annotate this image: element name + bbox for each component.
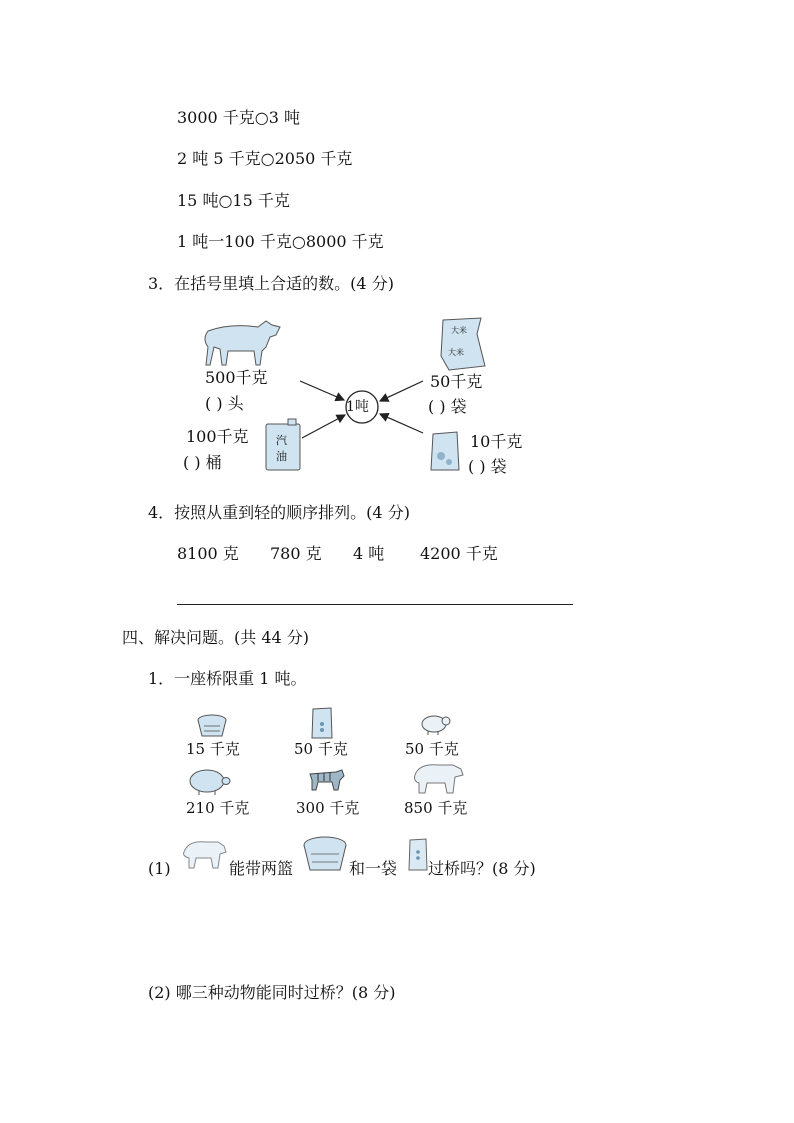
q4-item-4: 4200 千克 [420, 544, 498, 563]
rice-pkg-text: 大米 [448, 348, 464, 357]
cow-icon [200, 317, 282, 367]
cow-blank: ( ) 头 [205, 394, 244, 413]
sub2-question: (2) 哪三种动物能同时过桥？(8 分) [148, 983, 396, 1002]
comparison-3: 15 吨○15 千克 [177, 191, 290, 210]
pig-weight: 210 千克 [186, 799, 250, 817]
rice-blank: ( ) 袋 [428, 397, 467, 416]
tiger-weight: 300 千克 [296, 799, 360, 817]
basket-icon [302, 834, 348, 874]
s4-q1-title: 1．一座桥限重 1 吨。 [148, 669, 307, 688]
bag-icon [310, 706, 334, 740]
arrow-food [380, 414, 423, 433]
arrow-gas [302, 415, 345, 438]
rice-pkg-text-top: 大米 [451, 326, 467, 335]
gas-pkg-text-1: 汽 [276, 434, 287, 447]
polar-bear-icon [409, 757, 465, 797]
q3-diagram-arrows [0, 0, 794, 500]
food-bag-icon [429, 430, 461, 472]
polar-bear-weight: 850 千克 [404, 799, 468, 817]
q4-item-2: 780 克 [270, 544, 322, 563]
food-weight: 10千克 [470, 432, 523, 451]
sheep-weight: 50 千克 [405, 740, 459, 758]
polar-bear-icon [180, 836, 228, 872]
sub1-text-2: 和一袋 [349, 859, 398, 878]
gas-weight: 100千克 [186, 427, 249, 446]
sheep-icon [418, 712, 452, 736]
gas-pkg-text-2: 油 [276, 450, 287, 463]
cow-weight: 500千克 [205, 368, 268, 387]
food-blank: ( ) 袋 [468, 457, 507, 476]
basket-icon [196, 712, 228, 738]
comparison-2: 2 吨 5 千克○2050 千克 [177, 149, 353, 168]
rice-weight: 50千克 [430, 372, 483, 391]
q4-item-1: 8100 克 [177, 544, 239, 563]
arrow-rice [380, 381, 423, 401]
bag-icon [408, 838, 428, 872]
q3-title: 3．在括号里填上合适的数。(4 分) [148, 274, 394, 293]
pig-icon [187, 766, 231, 796]
basket-weight: 15 千克 [186, 740, 240, 758]
comparison-4: 1 吨一100 千克○8000 千克 [177, 232, 384, 251]
center-label: 1吨 [346, 399, 369, 415]
q4-title: 4．按照从重到轻的顺序排列。(4 分) [148, 503, 410, 522]
sub1-text-3: 过桥吗？(8 分) [428, 859, 536, 878]
gas-blank: ( ) 桶 [183, 453, 222, 472]
bag-weight: 50 千克 [294, 740, 348, 758]
tiger-icon [306, 766, 346, 792]
comparison-1: 3000 千克○3 吨 [177, 108, 301, 127]
section4-title: 四、解决问题。(共 44 分) [122, 628, 310, 647]
sub1-number: (1) [148, 859, 171, 878]
sub1-text-1: 能带两篮 [229, 859, 294, 878]
q4-answer-line[interactable] [177, 604, 573, 605]
q4-item-3: 4 吨 [353, 544, 385, 563]
arrow-cow [300, 381, 344, 400]
